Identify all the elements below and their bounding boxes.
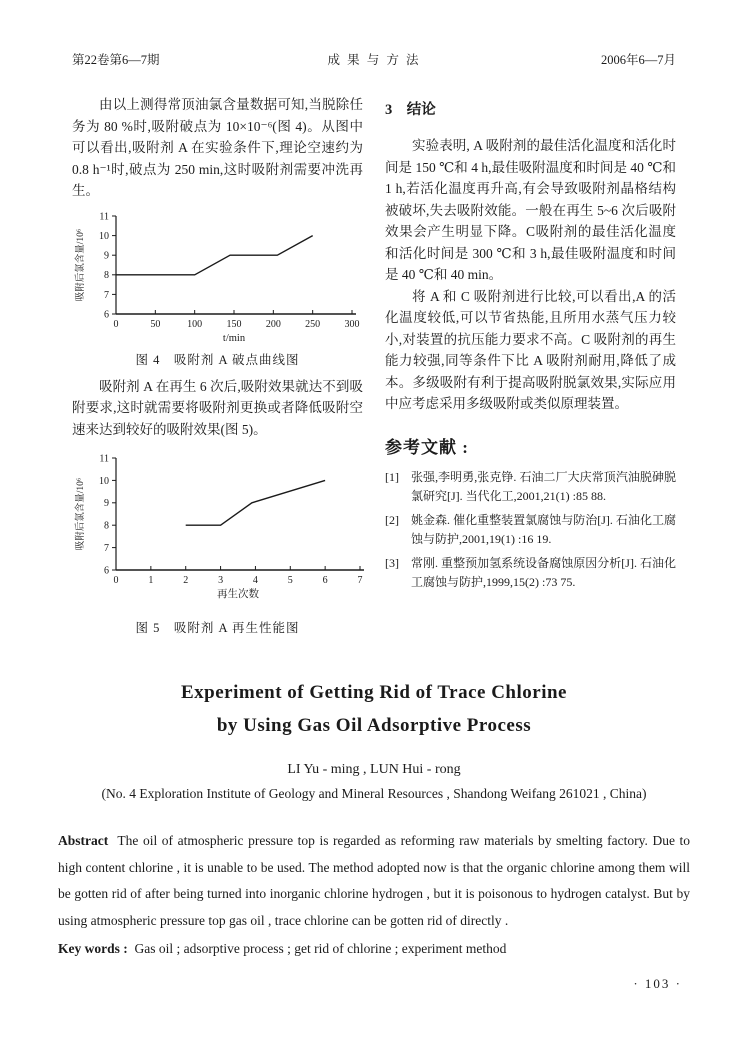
svg-text:吸附后氯含量/10⁶: 吸附后氯含量/10⁶ bbox=[76, 228, 86, 301]
svg-text:10: 10 bbox=[99, 475, 109, 487]
reference-number: [3] bbox=[385, 555, 399, 570]
figure-4 bbox=[72, 210, 363, 368]
svg-text:100: 100 bbox=[187, 318, 203, 330]
abstract-paragraph bbox=[58, 828, 690, 934]
english-title bbox=[58, 676, 690, 742]
references-heading: 参考文献 : bbox=[385, 437, 469, 457]
journal-date: 2006年6—7月 bbox=[600, 53, 676, 67]
figure4-line-chart bbox=[72, 210, 364, 348]
paragraph-regeneration: 吸附剂 A 在再生 6 次后,吸附效果就达不到吸附要求,这时就需要将吸附剂更换或者降低吸附空速来达到较好的吸附效果(图 5)。 bbox=[72, 378, 363, 437]
english-abstract-section bbox=[58, 676, 690, 962]
svg-text:9: 9 bbox=[104, 498, 109, 510]
reference-number: [2] bbox=[385, 512, 399, 527]
keywords-text: Gas oil ; adsorptive process ; get rid of chlorine ; experiment method bbox=[134, 941, 507, 956]
keywords-label: Key words : bbox=[58, 941, 128, 956]
svg-text:6: 6 bbox=[104, 565, 109, 577]
figure5-line-chart bbox=[72, 452, 372, 604]
two-column-body bbox=[72, 94, 676, 642]
figure5-caption: 图 5 吸附剂 A 再生性能图 bbox=[135, 621, 300, 635]
english-title-line2: by Using Gas Oil Adsorptive Process bbox=[216, 715, 532, 736]
svg-text:11: 11 bbox=[99, 210, 109, 222]
reference-number: [1] bbox=[385, 469, 399, 484]
journal-issue: 第22卷第6—7期 bbox=[72, 53, 160, 67]
svg-text:5: 5 bbox=[287, 575, 293, 586]
page-number: · 103 · bbox=[633, 976, 682, 991]
svg-text:50: 50 bbox=[150, 318, 161, 330]
svg-text:3: 3 bbox=[218, 575, 224, 586]
section-heading-conclusion: 3 结论 bbox=[385, 102, 436, 118]
svg-text:200: 200 bbox=[265, 318, 281, 330]
reference-text: 常刚. 重整预加氢系统设备腐蚀原因分析[J]. 石油化工腐蚀与防护,1999,15(2) :73 75. bbox=[411, 555, 676, 589]
conclusion-paragraph-1: 实验表明, A 吸附剂的最佳活化温度和活化时间是 150 ℃和 4 h,最佳吸附温度和时间是 40 ℃和 1 h,若活化温度再升高,有会导致吸附剂晶格结构被破坏,失去吸附效能。一般在再生 5~6 次后吸附效果会产生明显下降。C吸附剂的最佳活化温度和活化时间是 300 ℃和 3 h,最佳吸附温度和时间是 40 ℃和 40 min。 bbox=[385, 138, 676, 282]
svg-text:8: 8 bbox=[104, 269, 109, 281]
svg-text:10: 10 bbox=[99, 230, 109, 242]
reference-text: 姚金森. 催化重整装置氯腐蚀与防治[J]. 石油化工腐蚀与防护,2001,19(1) :16 19. bbox=[411, 512, 676, 546]
affiliation-line: (No. 4 Exploration Institute of Geology and Mineral Resources , Shandong Weifang 261021 , China) bbox=[101, 786, 647, 801]
svg-text:t/min: t/min bbox=[222, 332, 246, 344]
right-column bbox=[385, 94, 676, 642]
svg-text:8: 8 bbox=[104, 520, 109, 532]
svg-text:1: 1 bbox=[148, 575, 154, 586]
paragraph-breakpoint-result: 由以上测得常顶油氯含量数据可知,当脱除任务为 80 %时,吸附破点为 10×10⁻⁶(图 4)。从图中可以看出,吸附剂 A 在实验条件下,理论空速约为0.8 h⁻¹时,破点为 250 min,这时吸附剂需要冲洗再生。 bbox=[72, 97, 363, 198]
reference-item bbox=[385, 511, 676, 550]
svg-text:150: 150 bbox=[226, 318, 242, 330]
reference-item bbox=[385, 554, 676, 593]
svg-text:7: 7 bbox=[104, 543, 109, 554]
svg-text:0: 0 bbox=[113, 575, 119, 586]
left-column bbox=[72, 94, 363, 642]
conclusion-paragraph-2: 将 A 和 C 吸附剂进行比较,可以看出,A 的活化温度较低,可以节省热能,且所用水蒸气压力较小,对装置的抗压能力要求不高。C 吸附剂的再生能力较强,同等条件下比 A 吸附剂耐用,降低了成本。多级吸附有利于提高吸附脱氯效果,实际应用中应考虑采用多级吸附或类似原理装置。 bbox=[385, 288, 676, 411]
keywords-line bbox=[58, 936, 690, 962]
figure-5 bbox=[72, 452, 363, 636]
svg-text:吸附后氯含量/10⁶: 吸附后氯含量/10⁶ bbox=[76, 477, 86, 551]
reference-item bbox=[385, 468, 676, 507]
english-title-line1: Experiment of Getting Rid of Trace Chlorine bbox=[181, 682, 567, 703]
svg-text:250: 250 bbox=[305, 318, 321, 330]
svg-text:2: 2 bbox=[183, 575, 189, 586]
abstract-text: The oil of atmospheric pressure top is regarded as reforming raw materials by smelting factory. Due to high content chlorine , it is unable to be used. The method adopted now is that the organic chlorine among them will be gotten rid of after being turned into inorganic chlorine hydrogen , but it is poisonous to hydrogen catalyst. But by using atmospheric pressure top gas oil , trace chlorine can be gotten rid of directly . bbox=[58, 833, 691, 928]
authors-line: LI Yu - ming , LUN Hui - rong bbox=[287, 762, 461, 777]
svg-text:4: 4 bbox=[252, 575, 258, 586]
reference-text: 张强,李明勇,张克铮. 石油二厂大庆常顶汽油脱砷脱氯研究[J]. 当代化工,2001,21(1) :85 88. bbox=[411, 469, 676, 503]
svg-text:9: 9 bbox=[104, 250, 109, 262]
figure4-caption: 图 4 吸附剂 A 破点曲线图 bbox=[135, 352, 300, 367]
journal-header bbox=[72, 50, 676, 68]
svg-text:300: 300 bbox=[344, 318, 360, 330]
svg-text:6: 6 bbox=[322, 575, 328, 586]
svg-text:11: 11 bbox=[99, 453, 109, 465]
svg-text:7: 7 bbox=[104, 289, 109, 301]
svg-text:再生次数: 再生次数 bbox=[217, 589, 259, 600]
svg-text:7: 7 bbox=[357, 575, 363, 586]
svg-text:6: 6 bbox=[104, 308, 109, 320]
journal-section-title: 成 果 与 方 法 bbox=[327, 53, 421, 67]
abstract-label: Abstract bbox=[58, 833, 109, 848]
svg-text:0: 0 bbox=[113, 318, 119, 330]
